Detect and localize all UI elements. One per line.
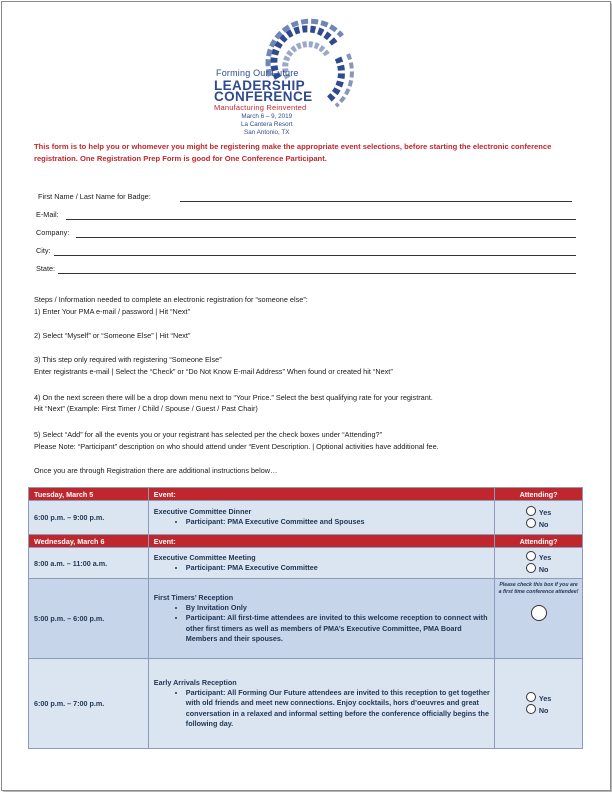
- event-title: Early Arrivals Reception: [153, 677, 237, 687]
- day-2-label: Wednesday, March 6: [29, 535, 149, 548]
- no-radio[interactable]: [526, 518, 536, 528]
- yes-option[interactable]: [526, 692, 551, 704]
- step-2: 2) Select “Myself” or “Someone Else” | Hit “Next”: [34, 331, 191, 340]
- email-line[interactable]: [66, 219, 576, 220]
- event-description: [148, 579, 494, 659]
- yes-radio[interactable]: [526, 506, 536, 516]
- name-label: First Name / Last Name for Badge:: [38, 192, 151, 201]
- event-participant: • Participant: PMA Executive Committee and Spouses: [186, 517, 494, 528]
- logo-venue: La Cantera Resort: [241, 121, 293, 128]
- yes-radio[interactable]: [526, 692, 536, 702]
- event-title: Executive Committee Meeting: [153, 552, 256, 562]
- state-label: State:: [36, 264, 56, 273]
- event-time: 6:00 p.m. – 7:00 p.m.: [29, 659, 149, 749]
- logo-leadership: LEADERSHIP: [214, 78, 306, 93]
- city-field[interactable]: [36, 246, 576, 257]
- event-time: 8:00 a.m. – 11:00 a.m.: [29, 548, 149, 579]
- logo-tagline: Forming Our Future: [216, 68, 299, 78]
- event-description: [148, 548, 494, 579]
- yes-label: Yes: [538, 507, 552, 517]
- event-participant: • Participant: All first-time attendees are invited to this welcome reception to connect with other first timers as well as members of PMA’s Executive Committee, PMA Board Members and their spouses.: [186, 613, 494, 645]
- company-line[interactable]: [76, 237, 576, 238]
- day-header-row: [29, 535, 583, 548]
- steps-heading: Steps / Information needed to complete an electronic registration for “someone else”:: [34, 295, 308, 304]
- state-field[interactable]: [36, 264, 576, 275]
- no-radio[interactable]: [526, 563, 536, 573]
- event-row: [29, 501, 583, 535]
- intro-text: This form is to help you or whomever you might be registering make the appropriate event selections, before starting the electronic conference registration. One Registration Prep Form is good for One Conference Participant.: [34, 142, 552, 163]
- event-participant: • Participant: PMA Executive Committee: [186, 563, 494, 574]
- event-row: [29, 659, 583, 749]
- no-option[interactable]: [526, 563, 551, 575]
- attending-cell: [495, 579, 583, 659]
- company-field[interactable]: [36, 228, 576, 239]
- step-3-title: 3) This step only required with registering “Someone Else”: [34, 355, 222, 364]
- logo-details: [241, 113, 292, 137]
- event-description: [148, 501, 494, 535]
- step-1: 1) Enter Your PMA e-mail / password | Hit “Next”: [34, 307, 190, 316]
- no-label: No: [538, 705, 549, 715]
- no-label: No: [538, 565, 549, 574]
- first-timer-radio[interactable]: [531, 605, 547, 621]
- attending-cell: [495, 501, 583, 535]
- closing-text: Once you are through Registration there are additional instructions below…: [34, 466, 278, 475]
- state-line[interactable]: [58, 273, 576, 274]
- events-table: [28, 487, 583, 749]
- event-row: [29, 579, 583, 659]
- event-header: Event:: [148, 488, 494, 501]
- no-radio[interactable]: [526, 704, 536, 714]
- day-header-row: [29, 488, 583, 501]
- city-label: City:: [36, 246, 51, 255]
- first-timer-note: Please check this box if you are a first time conference attendee!: [498, 582, 579, 595]
- event-title: Executive Committee Dinner: [153, 507, 252, 517]
- event-row: [29, 548, 583, 579]
- logo-subtitle: Manufacturing Reinvented: [214, 103, 307, 112]
- step-5-note: Please Note: “Participant” description on who should attend under “Event Description. | Optional activities have additional fee.: [34, 442, 439, 451]
- email-field[interactable]: [36, 210, 576, 221]
- yes-option[interactable]: [526, 506, 551, 518]
- yes-label: Yes: [538, 693, 552, 703]
- logo-city: San Antonio, TX: [244, 129, 290, 136]
- logo-conference: CONFERENCE: [214, 89, 313, 104]
- attending-cell: [495, 659, 583, 749]
- no-option[interactable]: [526, 518, 551, 530]
- day-1-label: Tuesday, March 5: [29, 488, 149, 501]
- event-time: 6:00 p.m. – 9:00 p.m.: [29, 501, 149, 535]
- event-title: First Timers’ Reception: [153, 592, 234, 602]
- step-4-detail: Hit “Next” (Example: First Timer / Child / Spouse / Guest / Past Chair): [34, 404, 258, 413]
- attending-cell: [495, 548, 583, 579]
- name-field[interactable]: [36, 192, 576, 203]
- event-time: 5:00 p.m. – 6:00 p.m.: [29, 579, 149, 659]
- event-description: [148, 659, 494, 749]
- step-5-title: 5) Select “Add” for all the events you or your registrant has selected per the check boxes under “Attending?”: [34, 430, 383, 439]
- event-participant: • Participant: All Forming Our Future attendees are invited to this reception to get together with old friends and meet new connections. Enjoy cocktails, hors d’oeuvres and great conversation in a relaxed and informal setting before the conference officially begins the following day.: [186, 688, 494, 730]
- email-label: E-Mail:: [36, 210, 59, 219]
- yes-label: Yes: [538, 553, 552, 562]
- logo-dates: March 6 – 9, 2019: [241, 113, 293, 120]
- step-4-title: 4) On the next screen there will be a drop down menu next to “Your Price.” Select the best qualifying rate for your registrant.: [34, 393, 433, 402]
- no-label: No: [538, 519, 549, 529]
- step-3-detail: Enter registrants e-mail | Select the “Check” or “Do Not Know E-mail Address” When found or created hit “Next”: [34, 367, 393, 376]
- event-header: Event:: [148, 535, 494, 548]
- no-option[interactable]: [526, 704, 551, 716]
- conference-logo: [214, 18, 364, 138]
- name-line[interactable]: [180, 201, 572, 202]
- attending-header: Attending?: [495, 535, 583, 548]
- city-line[interactable]: [54, 255, 576, 256]
- event-invite: • By Invitation Only: [186, 603, 494, 614]
- yes-option[interactable]: [526, 551, 551, 563]
- company-label: Company:: [36, 228, 70, 237]
- yes-radio[interactable]: [526, 551, 536, 561]
- attending-header: Attending?: [495, 488, 583, 501]
